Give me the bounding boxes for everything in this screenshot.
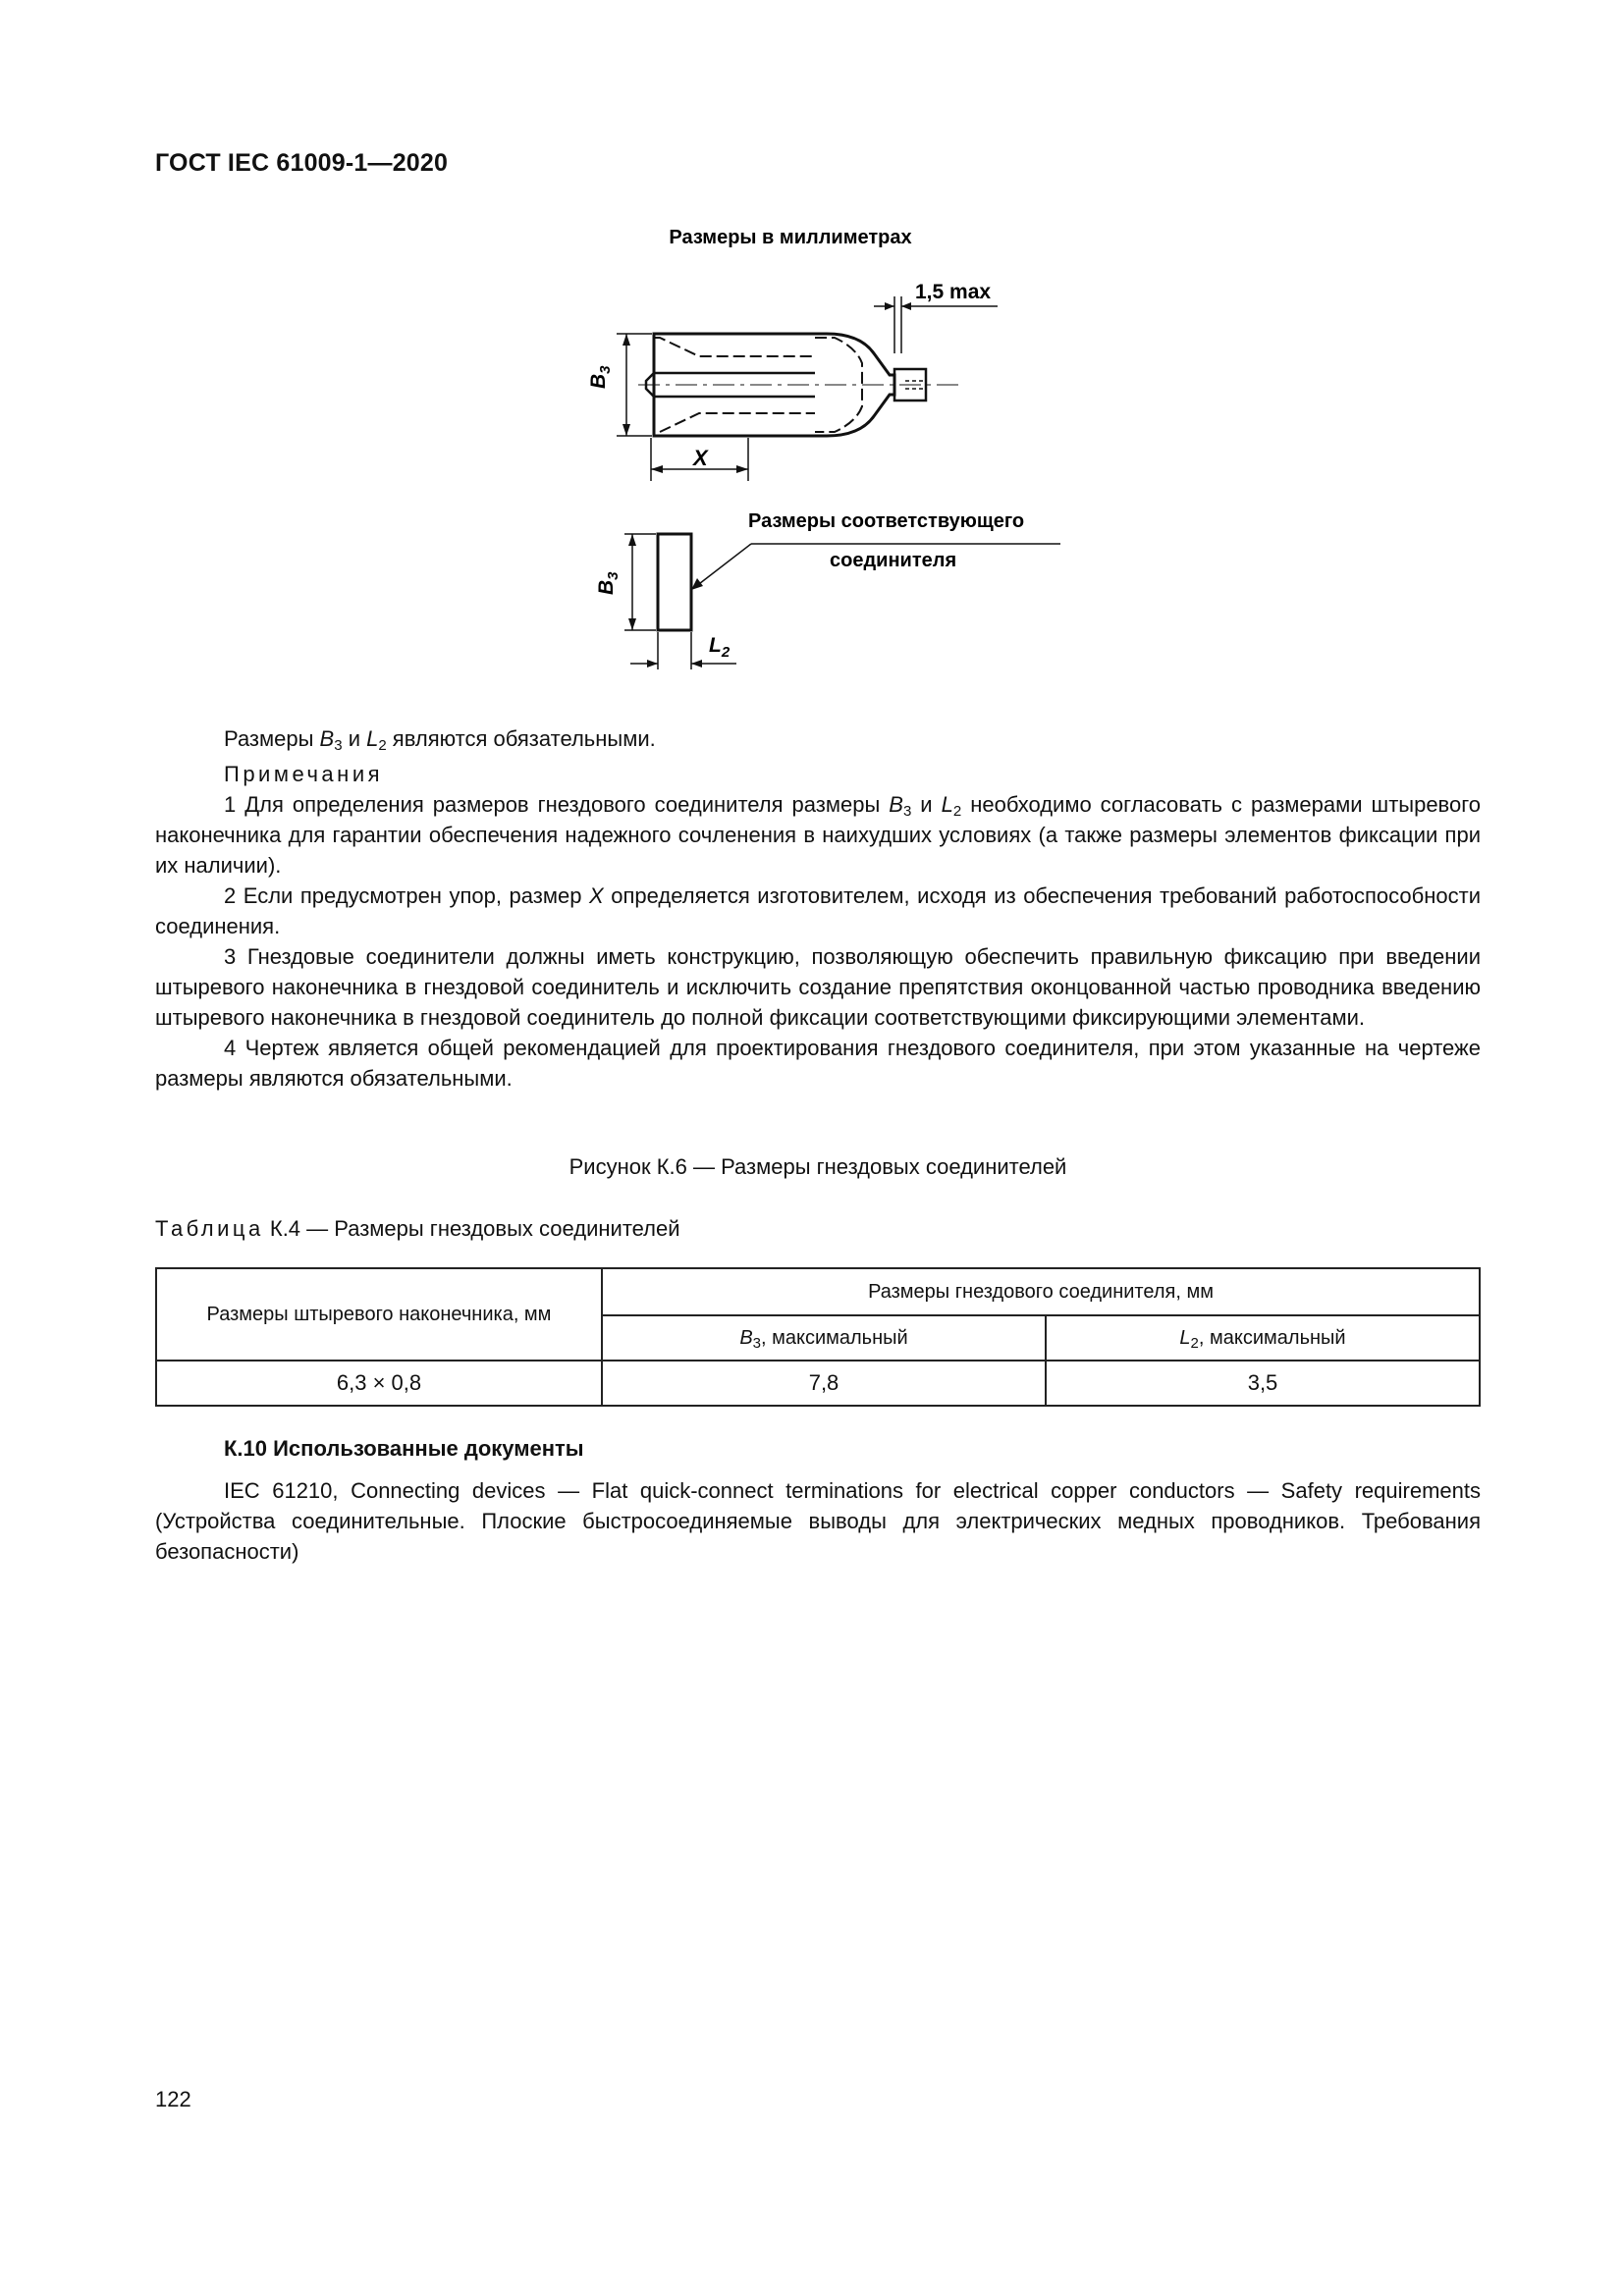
section-title: К.10 Использованные документы: [224, 1436, 584, 1461]
table-subheader-l2: $L_2$, максимальный: [1046, 1315, 1480, 1361]
note-4: 4 Чертеж является общей рекомендацией для проектирования гнездового соединителя, при этом указанные на чертеже размеры являются обязательными.: [155, 1036, 1481, 1091]
note-1: 1 Для определения размеров гнездового соединителя размеры $B_3$ и $L_2$ необходимо согласовать с размерами штыревого наконечника для гарантии обеспечения надежного сочленения в наихудших условиях (а также размеры элементов фиксации при их наличии).: [155, 792, 1482, 878]
document-header: ГОСТ IEC 61009-1—2020: [155, 149, 449, 177]
arrowhead: [901, 302, 911, 310]
arrowhead: [651, 465, 663, 473]
note-3: 3 Гнездовые соединители должны иметь конструкцию, позволяющую обеспечить правильную фиксацию при введении штыревого наконечника в гнездовой соединитель и исключить создание препятствия оконцованной частью проводника введению штыревого наконечника в гнездовой соединитель до полной фиксации соответствующими фиксирующими элементами.: [155, 944, 1481, 1030]
notes-title: Примечания: [224, 762, 384, 786]
table-row: [156, 1361, 1480, 1406]
table-caption: Таблица К.4 — Размеры гнездовых соединителей: [155, 1216, 680, 1241]
table-header-row: [156, 1268, 1480, 1315]
arrowhead: [736, 465, 748, 473]
arrowhead: [628, 618, 636, 630]
units-label: Размеры в миллиметрах: [669, 227, 912, 248]
b3-label: $B_3$: [587, 365, 614, 389]
reference-item: IEC 61210, Connecting devices — Flat quick-connect terminations for electrical copper conductors — Safety requirements (Устройства соединительные. Плоские быстросоединяемые выводы для электрических медных проводников. Требования безопасности): [155, 1478, 1481, 1564]
b3-label-section: $B_3$: [595, 571, 622, 595]
page-number: 122: [155, 2087, 191, 2111]
arrowhead: [623, 424, 630, 436]
arrowhead: [885, 302, 894, 310]
note-2: 2 Если предусмотрен упор, размер X определяется изготовителем, исходя из обеспечения требований работоспособности соединения.: [155, 883, 1481, 938]
reference-list: [155, 1475, 1481, 1567]
mandatory-statement: Размеры $B_3$ и $L_2$ являются обязательными.: [224, 726, 656, 754]
connector-drawing-svg: [550, 216, 1100, 687]
table-cell-pin: 6,3 × 0,8: [156, 1361, 602, 1406]
arrowhead: [691, 578, 703, 590]
table-header-pin: Размеры штыревого наконечника, мм: [156, 1268, 602, 1361]
arrowhead: [691, 660, 702, 667]
notes-block: [155, 723, 1481, 1094]
figure-caption: Рисунок К.6 — Размеры гнездовых соединителей: [568, 1154, 1067, 1179]
leader-label-line1: Размеры соответствующего: [748, 510, 1025, 532]
dimensions-table: [155, 1267, 1481, 1407]
l2-label: $L_2$: [709, 634, 731, 661]
arrowhead: [628, 534, 636, 546]
arrowhead: [623, 334, 630, 346]
connector-drawing: [550, 216, 1100, 687]
section-rectangle: [658, 534, 691, 630]
arrowhead: [647, 660, 658, 667]
leader-label-line2: соединителя: [830, 550, 957, 571]
x-label: X: [693, 446, 708, 470]
leader-line: [695, 544, 751, 587]
table-cell-l2: 3,5: [1046, 1361, 1480, 1406]
table-subheader-b3: $B_3$, максимальный: [602, 1315, 1046, 1361]
table-header-group: Размеры гнездового соединителя, мм: [602, 1268, 1480, 1315]
table-cell-b3: 7,8: [602, 1361, 1046, 1406]
max-label: 1,5 max: [915, 281, 992, 303]
